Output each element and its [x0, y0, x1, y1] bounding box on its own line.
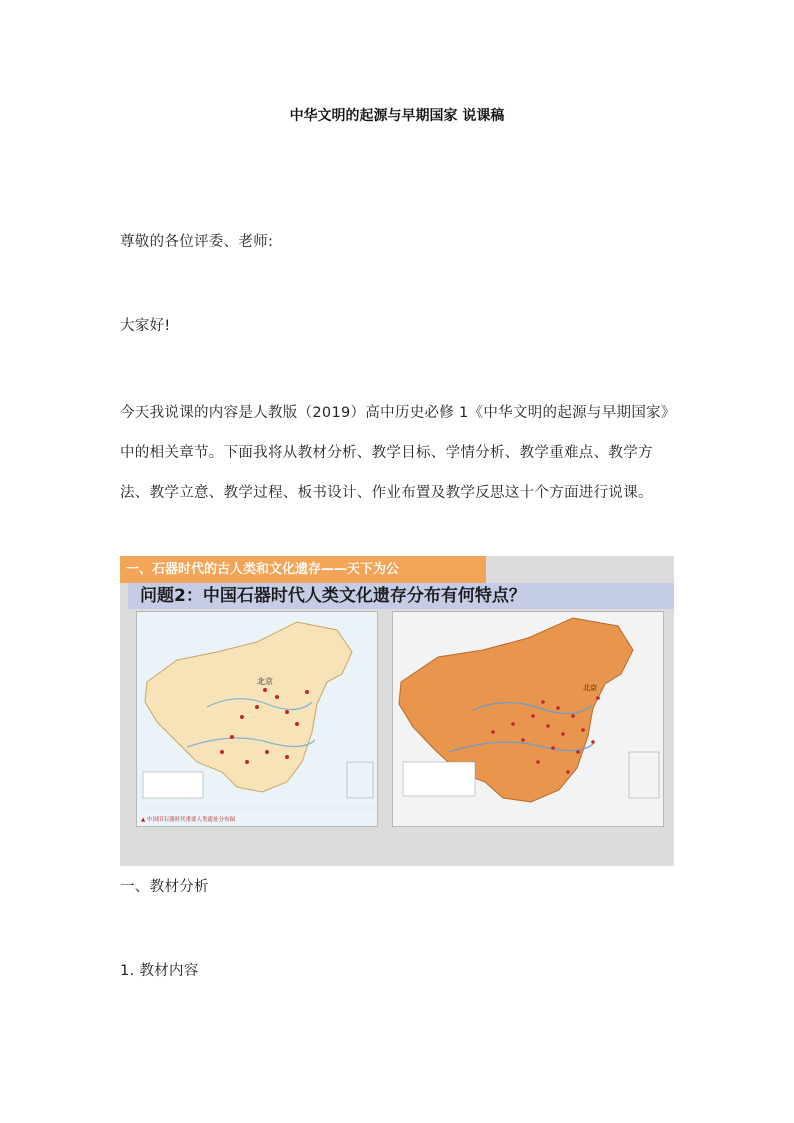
map-city-label: 北京 — [257, 677, 273, 686]
subsection-heading-1: 1. 教材内容 — [120, 963, 199, 979]
slide-image — [120, 556, 674, 866]
south-sea-inset — [347, 762, 373, 798]
map-legend-neolithic — [403, 762, 475, 796]
section-heading-1: 一、教材分析 — [120, 879, 209, 895]
south-sea-inset-neolithic — [629, 752, 659, 798]
slide-question: 问题2：中国石器时代人类文化遗存分布有何特点？ — [140, 586, 526, 606]
left-map-caption: ▲ 中国旧石器时代重要人类遗址分布图 — [141, 817, 235, 823]
greeting: 大家好! — [120, 318, 171, 334]
paleolithic-map — [136, 611, 378, 827]
paleolithic-map-graphic — [137, 612, 377, 826]
salutation: 尊敬的各位评委、老师: — [120, 234, 274, 250]
question-bar — [128, 583, 674, 609]
neolithic-map-graphic — [393, 612, 663, 826]
map-city-label-right: 北京 — [583, 685, 597, 692]
document-title: 中华文明的起源与早期国家 说课稿 — [289, 108, 505, 124]
intro-paragraph: 今天我说课的内容是人教版（2019）高中历史必修 1《中华文明的起源与早期国家》中的相关章节。下面我将从教材分析、教学目标、学情分析、教学重难点、教学方法、教学立意、教学过程、板书设计、作业布置及教学反思这十个方面进行说课。 — [120, 405, 676, 501]
map-legend — [143, 772, 203, 798]
neolithic-map — [392, 611, 664, 827]
slide-banner: 一、石器时代的古人类和文化遗存——天下为公 — [120, 556, 486, 583]
